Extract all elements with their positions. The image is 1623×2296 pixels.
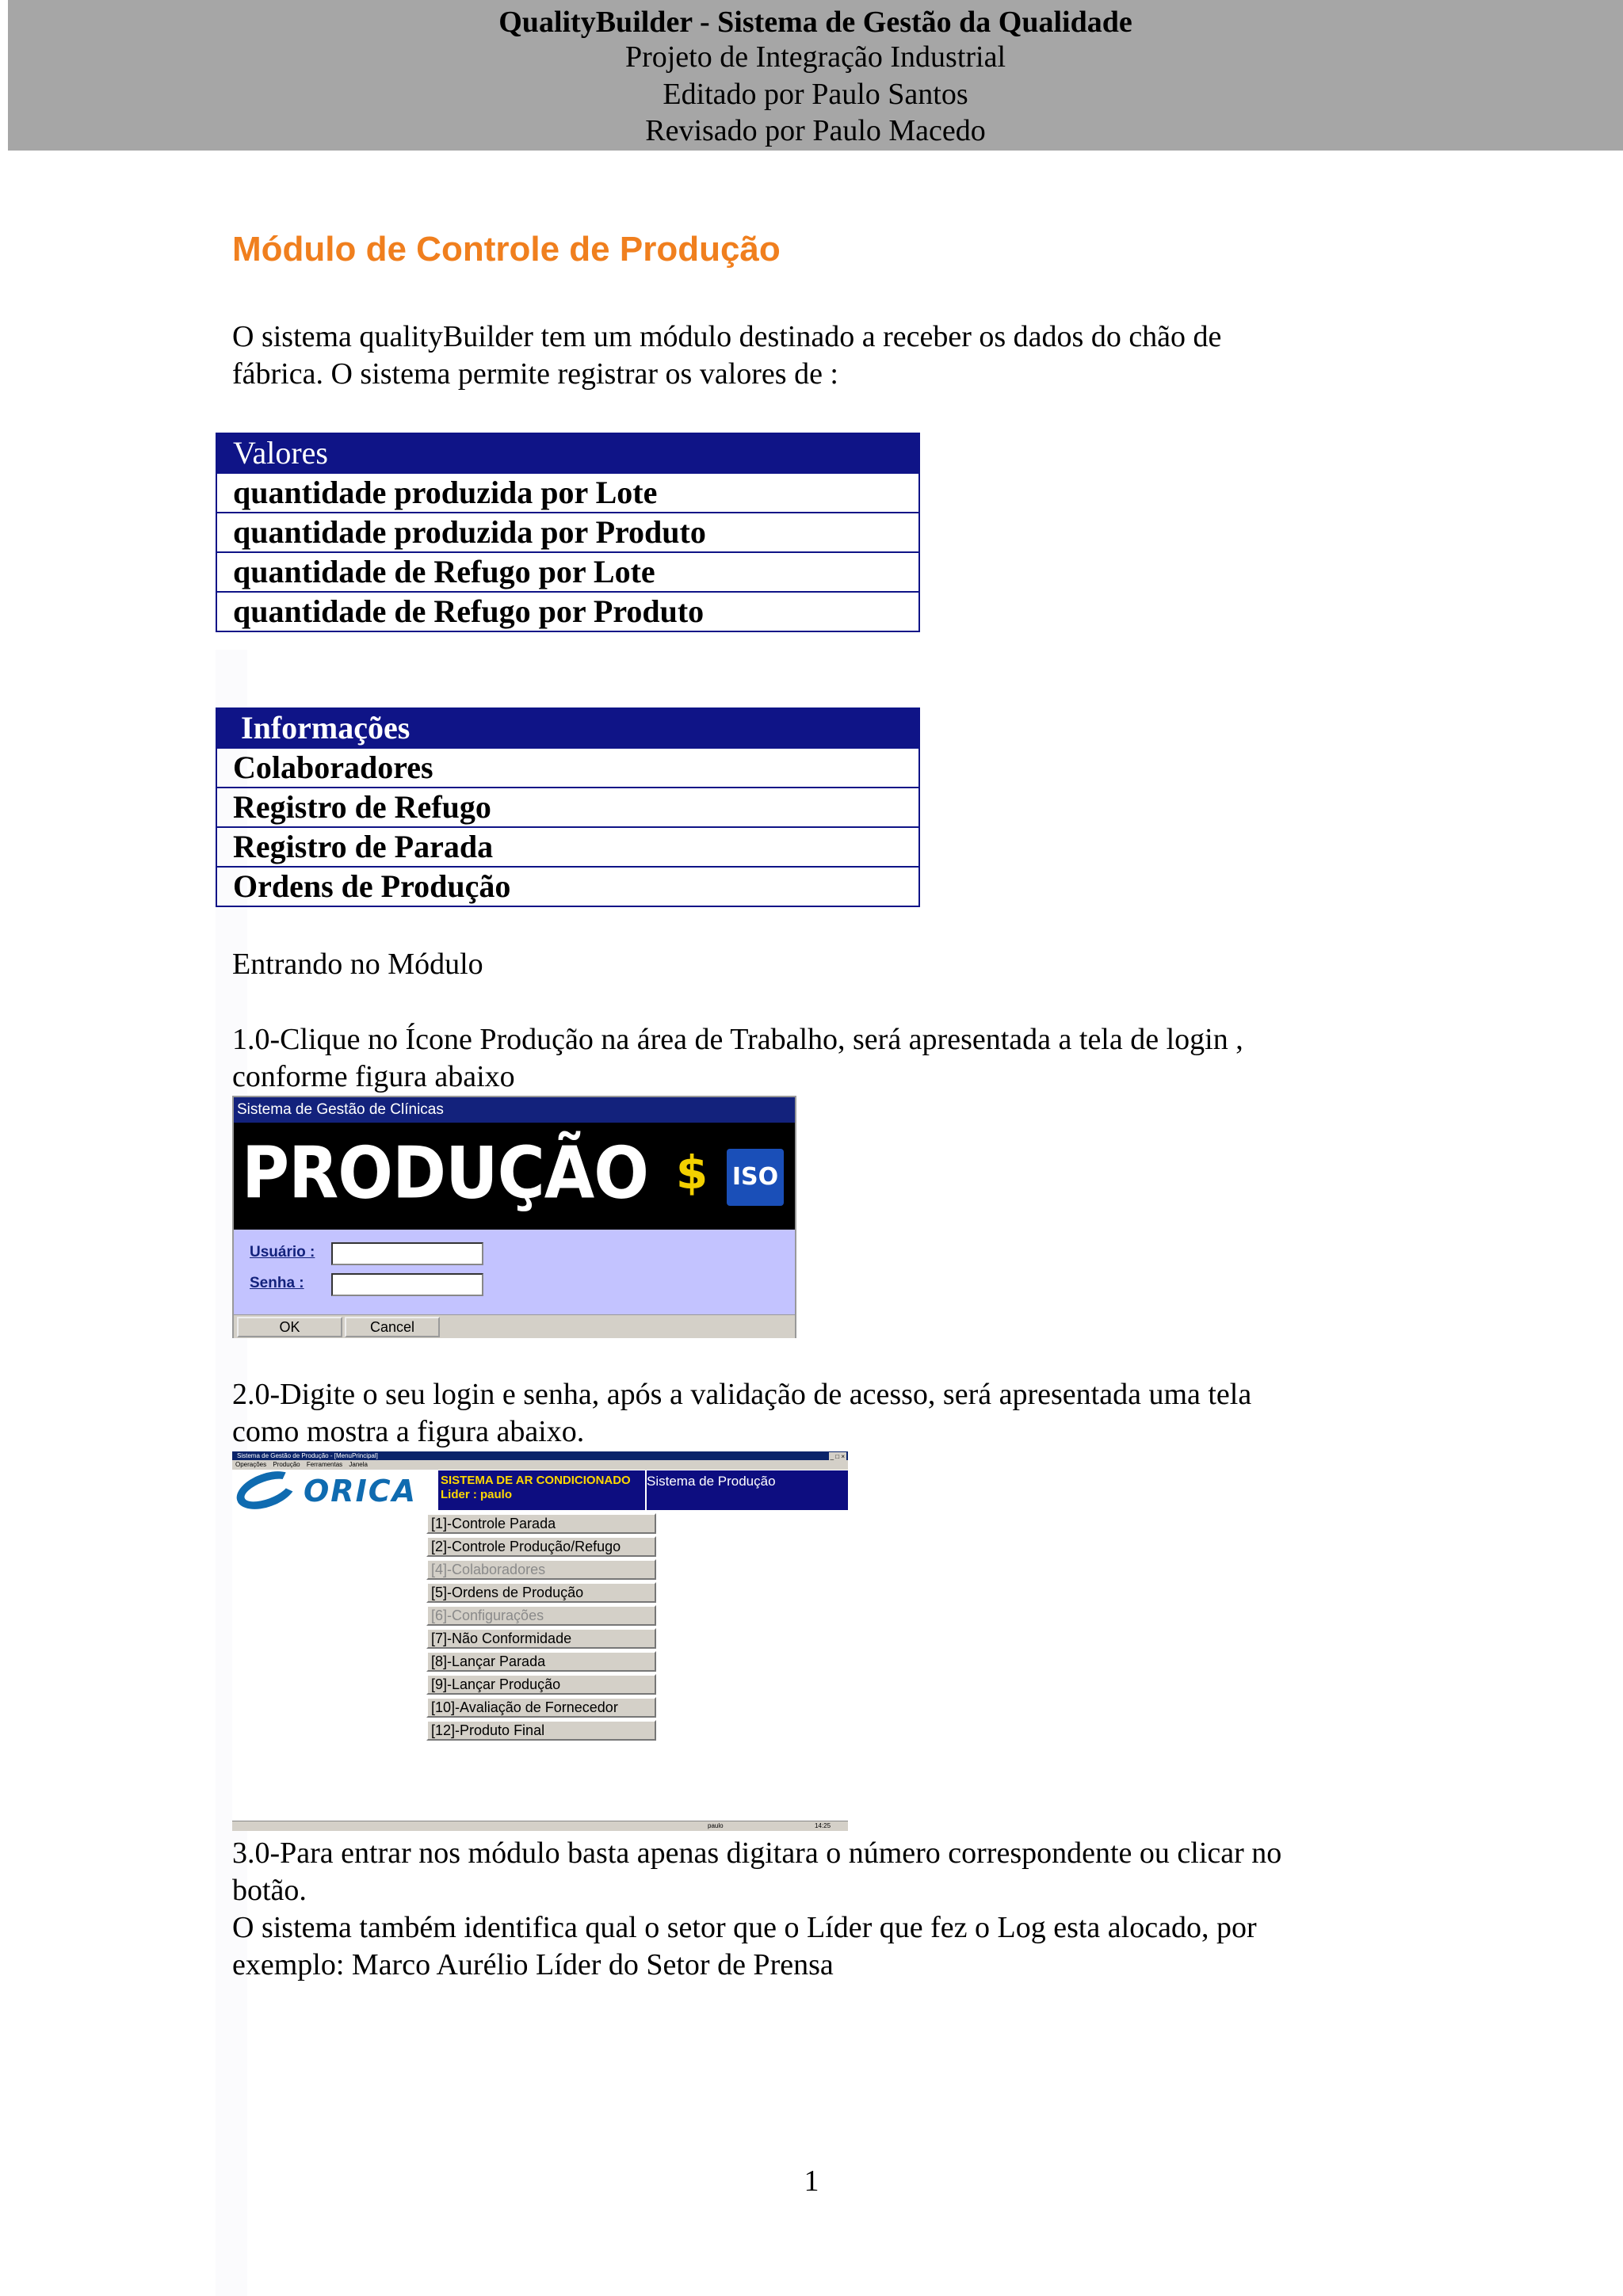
orica-logo (232, 1470, 438, 1510)
valores-table (216, 433, 920, 632)
menu-item-avaliacao-fornecedor[interactable]: [10]-Avaliação de Fornecedor (426, 1697, 656, 1718)
intro-line-1: O sistema qualityBuilder tem um módulo destinado a receber os dados do chão de (232, 320, 1222, 353)
username-input[interactable] (331, 1242, 483, 1265)
status-bar (232, 1821, 848, 1831)
menu-item-lancar-producao[interactable]: [9]-Lançar Produção (426, 1674, 656, 1695)
page-header (8, 0, 1623, 151)
informacoes-row: Colaboradores (216, 748, 919, 788)
valores-header: Valores (216, 433, 919, 473)
menu-window-title (232, 1451, 848, 1460)
login-button-bar (234, 1314, 795, 1338)
step3-line-3: O sistema também identifica qual o setor que o Líder que fez o Log esta alocado, por (232, 1911, 1257, 1944)
login-banner-text: PRODUÇÃO (242, 1132, 648, 1215)
menu-item-controle-producao[interactable]: [2]-Controle Produção/Refugo (426, 1536, 656, 1557)
menu-bar[interactable]: Operações Produção Ferramentas Janela (232, 1460, 848, 1470)
header-project: Projeto de Integração Industrial (624, 40, 1006, 74)
step2-line-2: como mostra a figura abaixo. (232, 1415, 585, 1448)
dollar-icon: $ (675, 1146, 708, 1199)
valores-row: quantidade produzida por Lote (216, 473, 919, 513)
step2-line-1: 2.0-Digite o seu login e senha, após a validação de acesso, será apresentada uma tela (232, 1378, 1252, 1411)
menu-item-nao-conformidade[interactable]: [7]-Não Conformidade (426, 1628, 656, 1649)
informacoes-row: Ordens de Produção (216, 867, 919, 906)
step3-line-2: botão. (232, 1874, 307, 1907)
menu-item-configuracoes: [6]-Configurações (426, 1605, 656, 1626)
system-name: SISTEMA DE AR CONDICIONADO (441, 1474, 631, 1487)
step1-line-2: conforme figura abaixo (232, 1060, 515, 1093)
header-reviewer: Revisado por Paulo Macedo (645, 114, 986, 147)
leader-label: Lider : paulo (441, 1488, 512, 1501)
step2-paragraph (232, 1376, 1405, 1451)
header-title: QualityBuilder - Sistema de Gestão da Qualidade (498, 6, 1132, 39)
main-menu-screenshot (232, 1451, 848, 1831)
login-screenshot (232, 1096, 796, 1338)
step1-paragraph (232, 1021, 1405, 1096)
informacoes-row: Registro de Parada (216, 827, 919, 867)
status-user: paulo (708, 1822, 724, 1829)
valores-row: quantidade de Refugo por Produto (216, 592, 919, 631)
informacoes-row: Registro de Refugo (216, 788, 919, 827)
password-input[interactable] (331, 1273, 483, 1296)
orica-logo-text: ORICA (304, 1474, 417, 1508)
header-editor: Editado por Paulo Santos (663, 78, 968, 111)
entrando-heading: Entrando no Módulo (232, 948, 483, 981)
orica-swoosh-icon (231, 1464, 301, 1516)
window-controls-icon[interactable]: _ □ × (830, 1453, 845, 1460)
menu-item-colaboradores: [4]-Colaboradores (426, 1559, 656, 1580)
step1-line-1: 1.0-Clique no Ícone Produção na área de Trabalho, será apresentada a tela de login , (232, 1023, 1243, 1056)
menu-item-controle-parada[interactable]: [1]-Controle Parada (426, 1513, 656, 1534)
username-label: Usuário : (250, 1244, 315, 1261)
step3-line-4: exemplo: Marco Aurélio Líder do Setor de Prensa (232, 1948, 834, 1981)
step3-paragraph (232, 1835, 1405, 1984)
menu-window-title-text: Sistema de Gestão de Produção - [MenuPrincipal] (237, 1452, 378, 1459)
ok-button[interactable]: OK (237, 1317, 342, 1337)
login-window-title: Sistema de Gestão de Clínicas (234, 1097, 795, 1123)
cancel-button[interactable]: Cancel (345, 1317, 440, 1337)
menu-item-produto-final[interactable]: [12]-Produto Final (426, 1720, 656, 1741)
informacoes-table (216, 707, 920, 907)
intro-paragraph (232, 318, 1405, 393)
iso-logo-icon: ISO (727, 1149, 784, 1206)
menu-item-lancar-parada[interactable]: [8]-Lançar Parada (426, 1651, 656, 1672)
valores-row: quantidade de Refugo por Lote (216, 552, 919, 592)
intro-line-2: fábrica. O sistema permite registrar os valores de : (232, 357, 838, 391)
valores-row: quantidade produzida por Produto (216, 513, 919, 552)
section-title: Módulo de Controle de Produção (232, 230, 781, 269)
step3-line-1: 3.0-Para entrar nos módulo basta apenas digitara o número correspondente ou clicar no (232, 1836, 1282, 1870)
informacoes-header: Informações (216, 708, 919, 748)
status-time: 14:25 (815, 1822, 831, 1829)
password-label: Senha : (250, 1275, 304, 1291)
section-label: Sistema de Produção (647, 1474, 776, 1489)
menu-item-ordens-producao[interactable]: [5]-Ordens de Produção (426, 1582, 656, 1603)
page-number: 1 (804, 2164, 819, 2198)
